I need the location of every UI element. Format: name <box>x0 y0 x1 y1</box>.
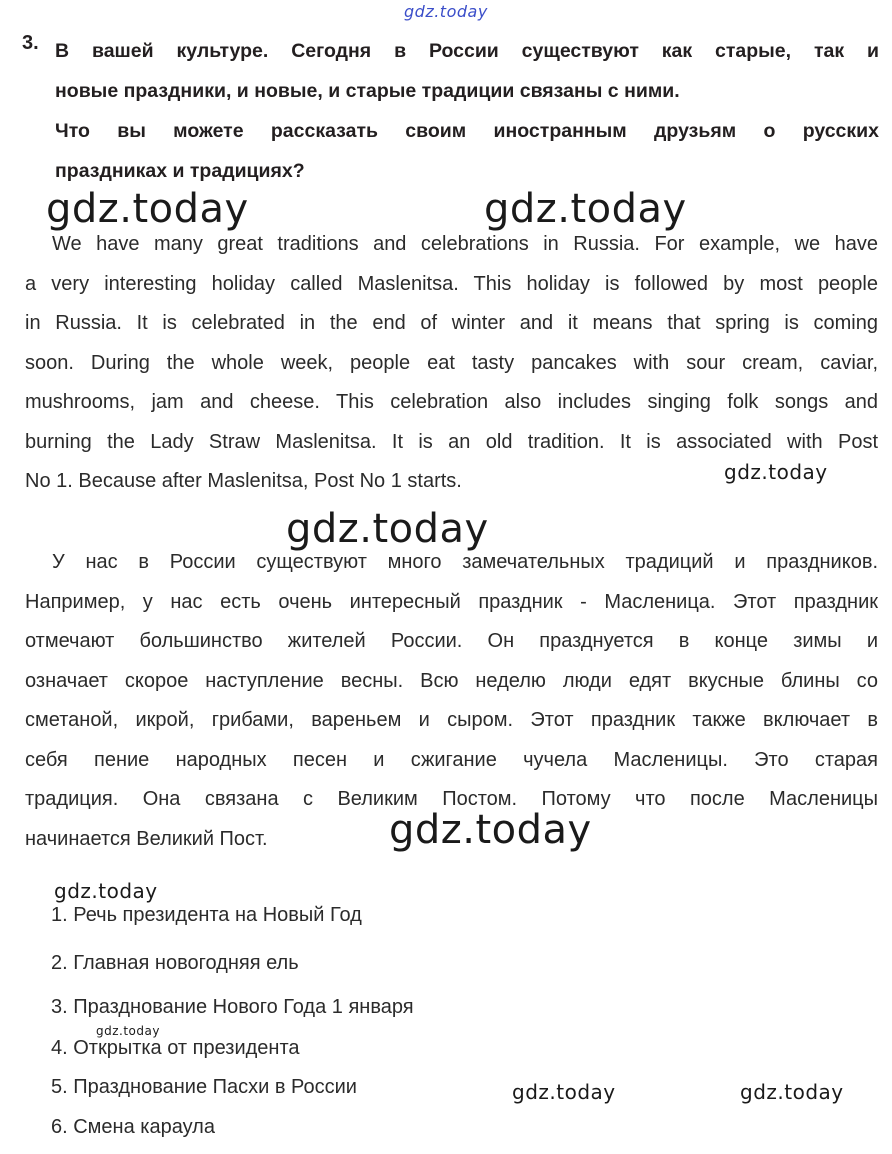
text-line: означает скорое наступление весны. Всю неделю люди едят вкусные блины со <box>25 669 878 692</box>
watermark: gdz.today <box>286 506 489 552</box>
watermark: gdz.today <box>724 460 828 484</box>
watermark: gdz.today <box>740 1080 844 1104</box>
watermark: gdz.today <box>512 1080 616 1104</box>
english-paragraph <box>25 225 878 502</box>
text-line: burning the Lady Straw Maslenitsa. It is an old tradition. It is associated with Post <box>25 430 878 453</box>
task-line: праздниках и традициях? <box>55 160 305 182</box>
text-line: in Russia. It is celebrated in the end of winter and it means that spring is coming <box>25 312 878 334</box>
task-line: В вашей культуре. Сегодня в России существуют как старые, так и <box>55 40 879 62</box>
list-item: 2. Главная новогодняя ель <box>51 952 299 974</box>
task-line: Что вы можете рассказать своим иностранным друзьям о русских <box>55 120 879 142</box>
text-line: начинается Великий Пост. <box>25 827 268 850</box>
list-item: 5. Празднование Пасхи в России <box>51 1076 357 1098</box>
task-number: 3. <box>22 32 39 54</box>
russian-paragraph <box>25 543 878 859</box>
text-line: сметаной, икрой, грибами, вареньем и сыром. Этот праздник также включает в <box>25 709 878 731</box>
list-item: 6. Смена караула <box>51 1116 215 1138</box>
task-line: новые праздники, и новые, и старые традиции связаны с ними. <box>55 80 680 102</box>
task-text <box>55 32 879 192</box>
text-line: We have many great traditions and celebrations in Russia. For example, we have <box>52 233 878 255</box>
list-item: 1. Речь президента на Новый Год <box>51 904 362 926</box>
watermark: gdz.today <box>46 186 249 232</box>
text-line: себя пение народных песен и сжигание чучела Масленицы. Это старая <box>25 748 878 771</box>
watermark: gdz.today <box>96 1024 160 1038</box>
watermark-top: gdz.today <box>404 2 488 21</box>
text-line: soon. During the whole week, people eat tasty pancakes with sour cream, caviar, <box>25 351 878 374</box>
text-line: mushrooms, jam and cheese. This celebration also includes singing folk songs and <box>25 391 878 413</box>
text-line: У нас в России существуют много замечательных традиций и праздников. <box>52 551 878 573</box>
text-line: традиция. Она связана с Великим Постом. Потому что после Масленицы <box>25 788 878 810</box>
watermark: gdz.today <box>484 186 687 232</box>
text-line: Например, у нас есть очень интересный праздник - Масленица. Этот праздник <box>25 590 878 613</box>
watermark: gdz.today <box>54 879 158 903</box>
list-item: 4. Открытка от президента <box>51 1037 300 1059</box>
text-line: отмечают большинство жителей России. Он празднуется в конце зимы и <box>25 630 878 652</box>
text-line: No 1. Because after Maslenitsa, Post No 1 starts. <box>25 470 462 492</box>
text-line: a very interesting holiday called Maslenitsa. This holiday is followed by most people <box>25 272 878 295</box>
list-item: 3. Празднование Нового Года 1 января <box>51 996 414 1018</box>
watermark: gdz.today <box>389 807 592 853</box>
